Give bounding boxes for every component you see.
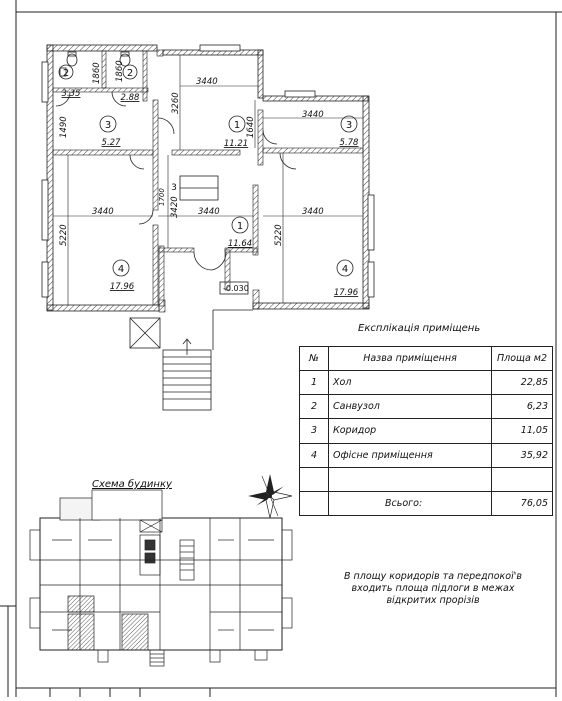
room-area-1b: 11.64 xyxy=(227,239,253,249)
dim-5220-left: 5220 xyxy=(59,224,69,246)
dim-1860-b: 1860 xyxy=(115,60,125,82)
row-area xyxy=(492,467,553,491)
entrance-stair xyxy=(130,310,253,410)
table-row xyxy=(300,395,553,419)
dim-3420: 3420 xyxy=(170,196,180,218)
floor-level-mark: -0.030 xyxy=(223,284,249,293)
dim-3440-top: 3440 xyxy=(196,77,218,87)
room-area-2b: 2.88 xyxy=(120,93,140,103)
note-line-2: входить площа підлоги в межах xyxy=(351,583,515,594)
header-name: Назва приміщення xyxy=(329,347,492,371)
dim-1640: 1640 xyxy=(246,116,256,138)
row-area: 6,23 xyxy=(492,395,553,419)
room-area-4a: 17.96 xyxy=(109,282,135,292)
table-header-row xyxy=(300,347,553,371)
row-area: 35,92 xyxy=(492,443,553,467)
row-num: 2 xyxy=(300,395,329,419)
interior-walls xyxy=(53,51,363,306)
room-area-3a: 5.27 xyxy=(101,138,121,148)
dim-3440-right-top: 3440 xyxy=(302,110,324,120)
dim-1490: 1490 xyxy=(59,116,69,138)
room-num-1a: 1 xyxy=(233,120,241,131)
total-area: 76,05 xyxy=(492,491,553,515)
explication-table xyxy=(299,346,553,516)
row-name: Коридор xyxy=(329,419,492,443)
row-name: Санвузол xyxy=(329,395,492,419)
area-note xyxy=(338,571,528,607)
row-name: Хол xyxy=(329,371,492,395)
explication-title: Експлікація приміщень xyxy=(358,323,481,334)
dim-3440-left: 3440 xyxy=(92,207,114,217)
row-area: 11,05 xyxy=(492,419,553,443)
table-row xyxy=(300,371,553,395)
dim-3440-mid: 3440 xyxy=(198,207,220,217)
room-num-2a: 2 xyxy=(62,68,70,79)
room-num-3b: 3 xyxy=(345,120,353,131)
row-num: 3 xyxy=(300,419,329,443)
dimension-lines xyxy=(53,55,363,305)
dim-1860-a: 1860 xyxy=(92,62,102,84)
room-num-3c: 3 xyxy=(171,183,177,193)
dim-3440-right: 3440 xyxy=(302,207,324,217)
room-num-3a: 3 xyxy=(104,120,112,131)
total-num-cell xyxy=(300,491,329,515)
table-total-row xyxy=(300,491,553,515)
note-line-1: В площу коридорів та передпокої'в xyxy=(344,571,522,582)
room-num-4b: 4 xyxy=(341,264,349,275)
room-area-4b: 17.96 xyxy=(333,288,359,298)
row-area: 22,85 xyxy=(492,371,553,395)
scheme-title: Схема будинку xyxy=(92,479,172,490)
room-area-3b: 5.78 xyxy=(339,138,359,148)
header-num: № xyxy=(300,347,329,371)
table-row xyxy=(300,443,553,467)
dim-3260: 3260 xyxy=(171,92,181,114)
table-row xyxy=(300,467,553,491)
table-row xyxy=(300,419,553,443)
room-num-2b: 2 xyxy=(126,68,134,79)
row-num: 4 xyxy=(300,443,329,467)
row-name: Офісне приміщення xyxy=(329,443,492,467)
header-area: Площа м2 xyxy=(492,347,553,371)
room-area-2a: 3.35 xyxy=(61,89,81,99)
row-num: 1 xyxy=(300,371,329,395)
total-label: Всього: xyxy=(329,491,492,515)
dim-5220-right: 5220 xyxy=(274,224,284,246)
room-num-1b: 1 xyxy=(236,221,244,232)
compass-rose xyxy=(248,474,292,518)
dim-1700: 1700 xyxy=(158,188,166,206)
room-num-4a: 4 xyxy=(117,264,125,275)
room-area-1a: 11.21 xyxy=(223,139,249,149)
row-num xyxy=(300,467,329,491)
building-scheme xyxy=(30,490,292,666)
row-name xyxy=(329,467,492,491)
note-line-3: відкритих прорізів xyxy=(386,595,480,606)
